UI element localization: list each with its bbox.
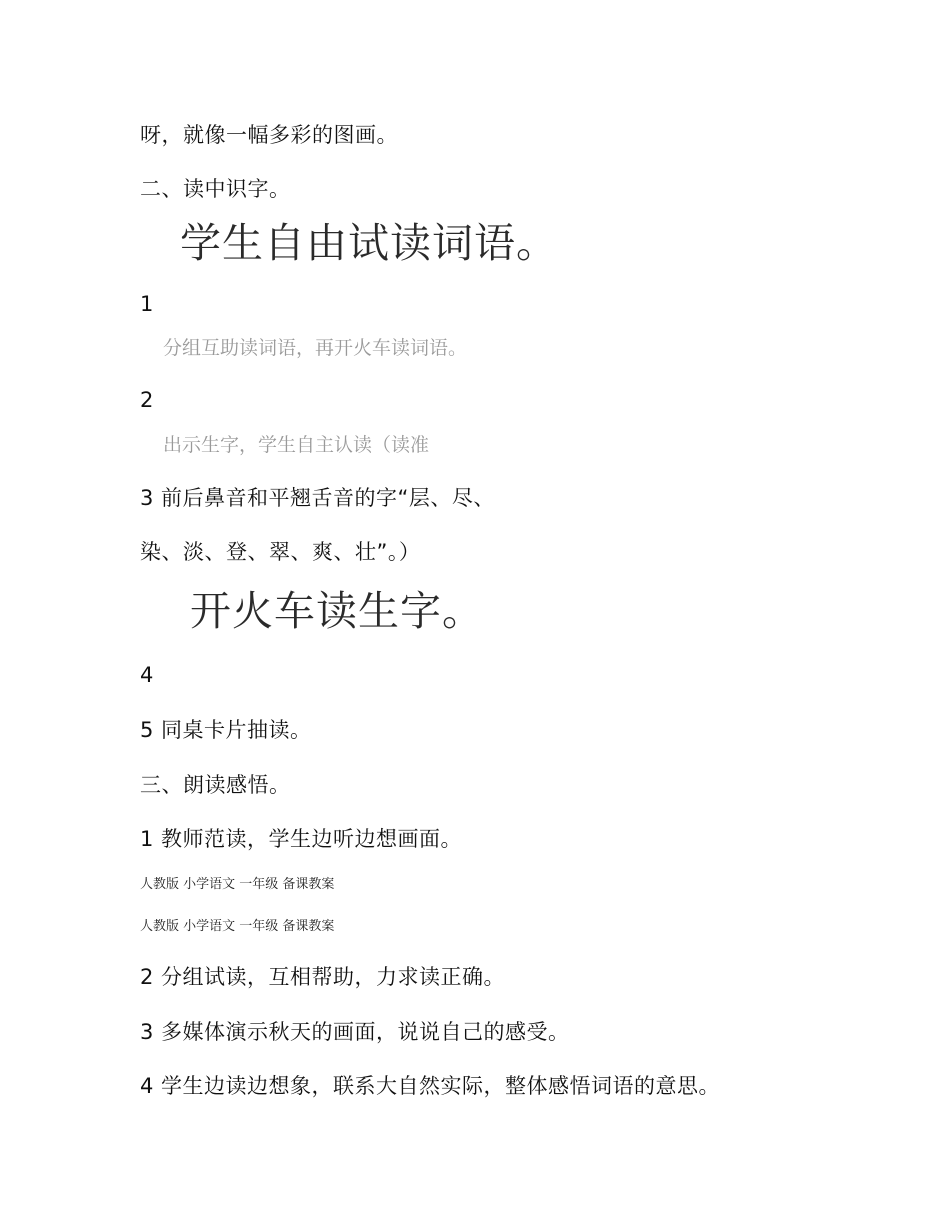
scanned-text-train-reading: 开火车读生字。 — [190, 587, 484, 635]
text-line-9: 3 多媒体演示秋天的画面，说说自己的感受。 — [140, 1020, 570, 1044]
scanned-text-free-reading: 学生自由试读词语。 — [180, 219, 558, 267]
step-number-1: 1 — [140, 292, 154, 316]
text-line-3: 3 前后鼻音和平翘舌音的字“层、尽、 — [140, 486, 495, 510]
section-heading-3: 三、朗读感悟。 — [140, 773, 291, 797]
text-line-1: 呀，就像一幅多彩的图画。 — [140, 123, 398, 147]
text-line-8: 2 分组试读，互相帮助，力求读正确。 — [140, 965, 506, 989]
scanned-text-group-reading: 分组互助读词语，再开火车读词语。 — [163, 337, 468, 359]
text-line-10: 4 学生边读边想象，联系大自然实际，整体感悟词语的意思。 — [140, 1074, 721, 1098]
text-line-5: 5 同桌卡片抽读。 — [140, 718, 312, 742]
section-heading-2: 二、读中识字。 — [140, 177, 291, 201]
step-number-2: 2 — [140, 388, 154, 412]
step-number-4: 4 — [140, 663, 154, 687]
page-header: 人教版 小学语文 一年级 备课教案 — [140, 919, 335, 934]
scanned-text-show-characters: 出示生字，学生自主认读（读准 — [163, 434, 430, 456]
text-line-7: 1 教师范读，学生边听边想画面。 — [140, 827, 463, 851]
page-footer: 人教版 小学语文 一年级 备课教案 — [140, 877, 335, 892]
text-line-4: 染、淡、登、翠、爽、壮”。） — [140, 540, 421, 564]
